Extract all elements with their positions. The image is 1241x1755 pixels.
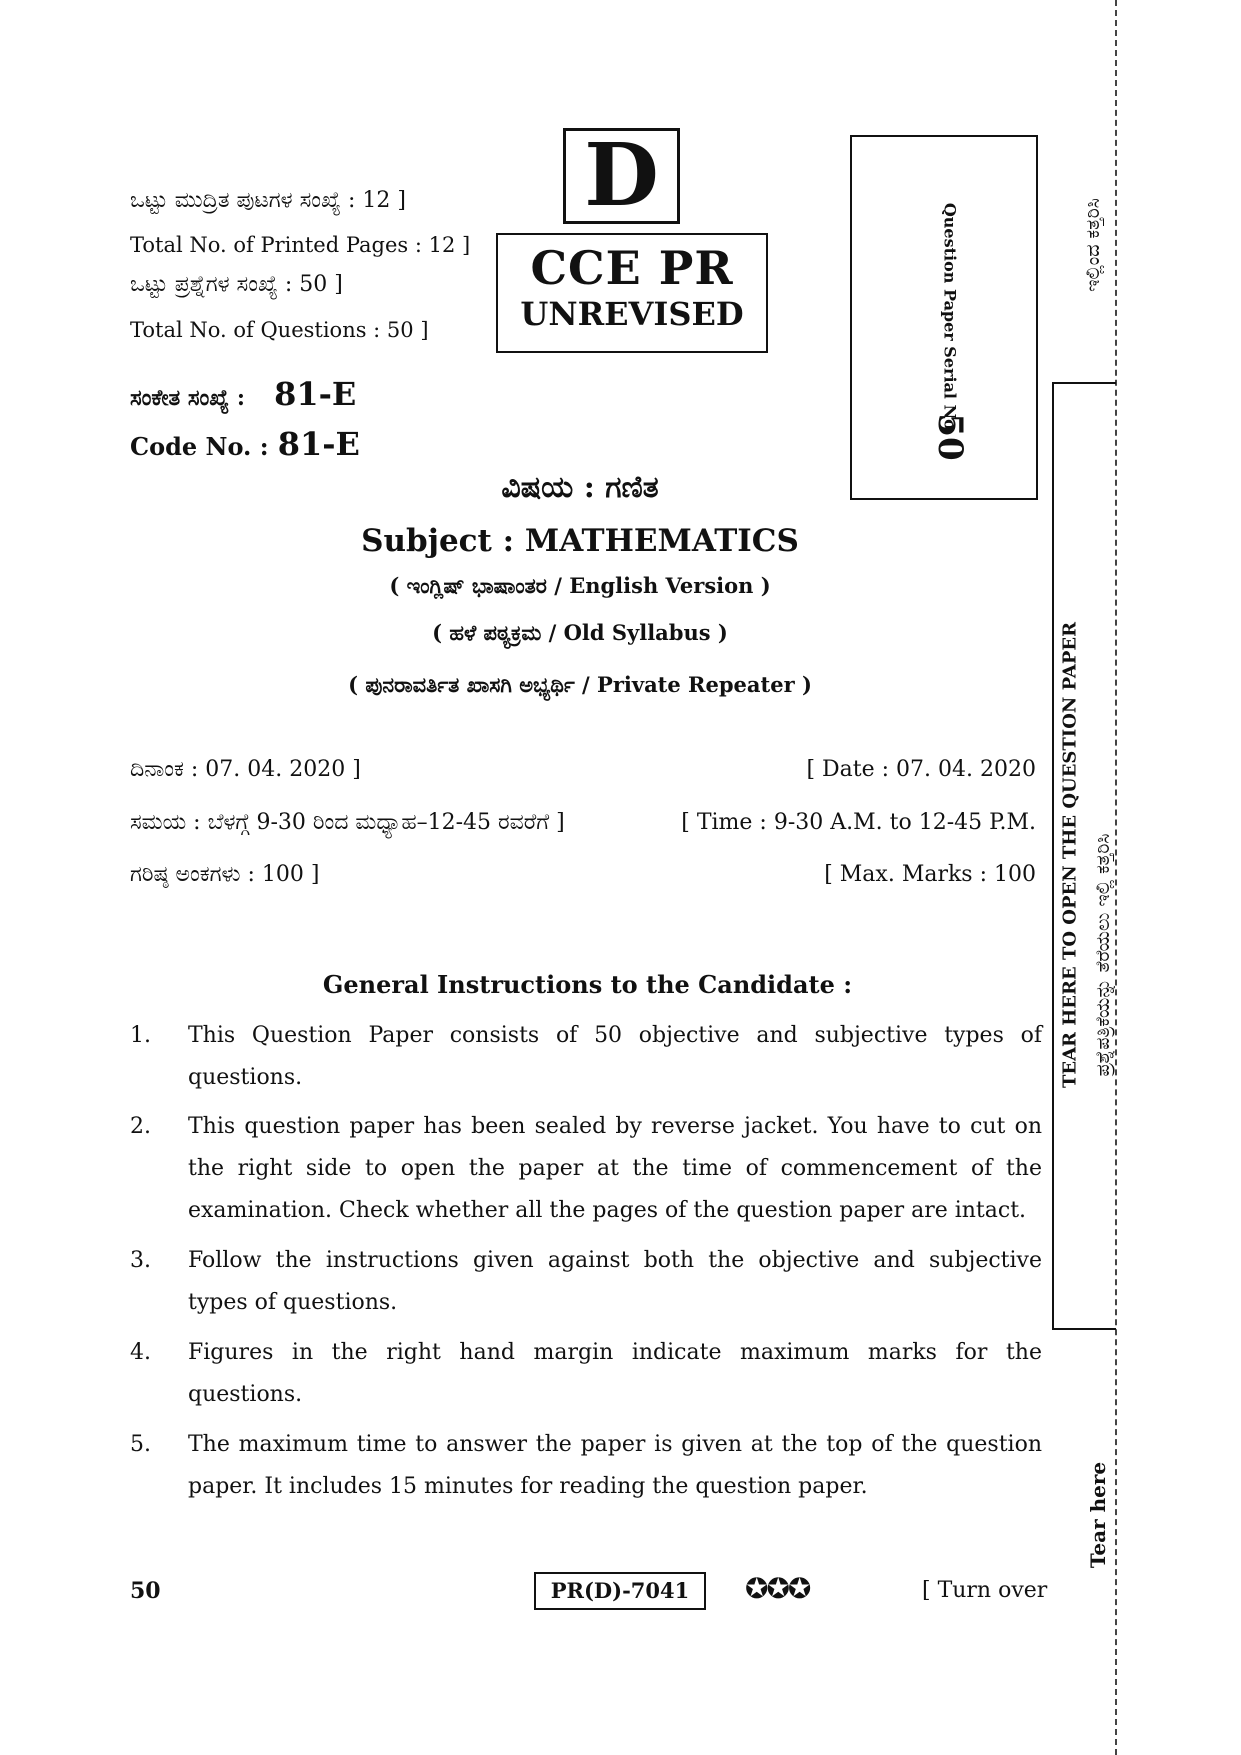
instruction-number: 1. [130, 1023, 151, 1048]
instruction-number: 4. [130, 1340, 151, 1365]
max-marks-english: [ Max. Marks : 100 [824, 862, 1036, 887]
subject-english: Subject : MATHEMATICS [361, 523, 799, 559]
instruction-item [130, 1015, 1042, 1099]
max-marks-kannada: ಗರಿಷ್ಠ ಅಂಕಗಳು : 100 ] [130, 862, 320, 887]
syllabus-type: ( ಹಳೆ ಪಠ್ಯಕ್ರಮ / Old Syllabus ) [432, 620, 728, 645]
tear-top-kannada: ಇಲ್ಲಿಂದ ಕತ್ತರಿಸಿ [1082, 198, 1104, 292]
code-english-value: 81-E [277, 425, 360, 463]
tear-here-kannada: ಪ್ರಶ್ನೆಪತ್ರಿಕೆಯನ್ನು ತೆರೆಯಲು ಇಲ್ಲಿ ಕತ್ತರಿಸಿ [1092, 833, 1114, 1077]
code-kannada-label: ಸಂಕೇತ ಸಂಖ್ಯೆ : [130, 385, 246, 411]
page-number: 50 [130, 1578, 161, 1604]
instruction-item [130, 1106, 1042, 1232]
instruction-text: Follow the instructions given against both the objective and subjective types of questions. [188, 1248, 1042, 1315]
serial-number: 50 [930, 413, 970, 461]
instruction-item [130, 1240, 1042, 1324]
paper-set-letter: D [563, 128, 680, 224]
printed-pages-kannada: ಒಟ್ಟು ಮುದ್ರಿತ ಪುಟಗಳ ಸಂಖ್ಯೆ : 12 ] [130, 188, 406, 213]
question-paper-serial-box [850, 135, 1038, 500]
subject-kannada: ವಿಷಯ : ಗಣಿತ [501, 470, 659, 505]
code-kannada-value: 81-E [274, 375, 357, 413]
time-english: [ Time : 9-30 A.M. to 12-45 P.M. [681, 810, 1036, 835]
star-marks-icon: ✪✪✪ [745, 1572, 810, 1605]
total-questions-kannada: ಒಟ್ಟು ಪ್ರಶ್ನೆಗಳ ಸಂಖ್ಯೆ : 50 ] [130, 272, 343, 297]
instruction-number: 3. [130, 1248, 151, 1273]
total-questions-english: Total No. of Questions : 50 ] [130, 318, 429, 342]
code-number-english [130, 425, 360, 463]
unrevised-label: UNREVISED [520, 295, 744, 333]
instruction-text: This Question Paper consists of 50 objective and subjective types of questions. [188, 1023, 1042, 1090]
instruction-number: 5. [130, 1432, 151, 1457]
instruction-item [130, 1332, 1042, 1416]
code-english-label: Code No. : [130, 432, 269, 461]
instruction-text: This question paper has been sealed by reverse jacket. You have to cut on the right side to open the paper at the time of commencement of the examination. Check whether all the pages of the question paper are intact. [188, 1114, 1042, 1223]
language-version: ( ಇಂಗ್ಲಿಷ್ ಭಾಷಾಂತರ / English Version ) [389, 573, 771, 598]
candidate-type: ( ಪುನರಾವರ್ತಿತ ಖಾಸಗಿ ಅಭ್ಯರ್ಥಿ / Private Repeater ) [348, 672, 812, 697]
date-english: [ Date : 07. 04. 2020 [806, 757, 1036, 782]
tear-here-label: Tear here [1086, 1461, 1110, 1569]
cce-pr-box [496, 233, 768, 353]
turn-over-label: [ Turn over [922, 1578, 1048, 1603]
printed-pages-english: Total No. of Printed Pages : 12 ] [130, 233, 471, 257]
cce-pr-label: CCE PR [530, 241, 734, 295]
instruction-text: The maximum time to answer the paper is given at the top of the question paper. It includes 15 minutes for reading the question paper. [188, 1432, 1042, 1499]
serial-label: Question Paper Serial No. [940, 202, 960, 436]
code-number-kannada [130, 375, 356, 413]
tear-here-instruction: TEAR HERE TO OPEN THE QUESTION PAPER [1059, 621, 1081, 1089]
paper-code: PR(D)-7041 [534, 1572, 706, 1610]
instruction-item [130, 1424, 1042, 1508]
instruction-number: 2. [130, 1114, 151, 1139]
instruction-text: Figures in the right hand margin indicate maximum marks for the questions. [188, 1340, 1042, 1407]
time-kannada: ಸಮಯ : ಬೆಳಗ್ಗೆ 9-30 ರಿಂದ ಮಧ್ಯಾಹ–12-45 ರವರೆಗೆ ] [130, 810, 565, 835]
date-kannada: ದಿನಾಂಕ : 07. 04. 2020 ] [130, 757, 361, 782]
instructions-heading: General Instructions to the Candidate : [322, 970, 853, 999]
